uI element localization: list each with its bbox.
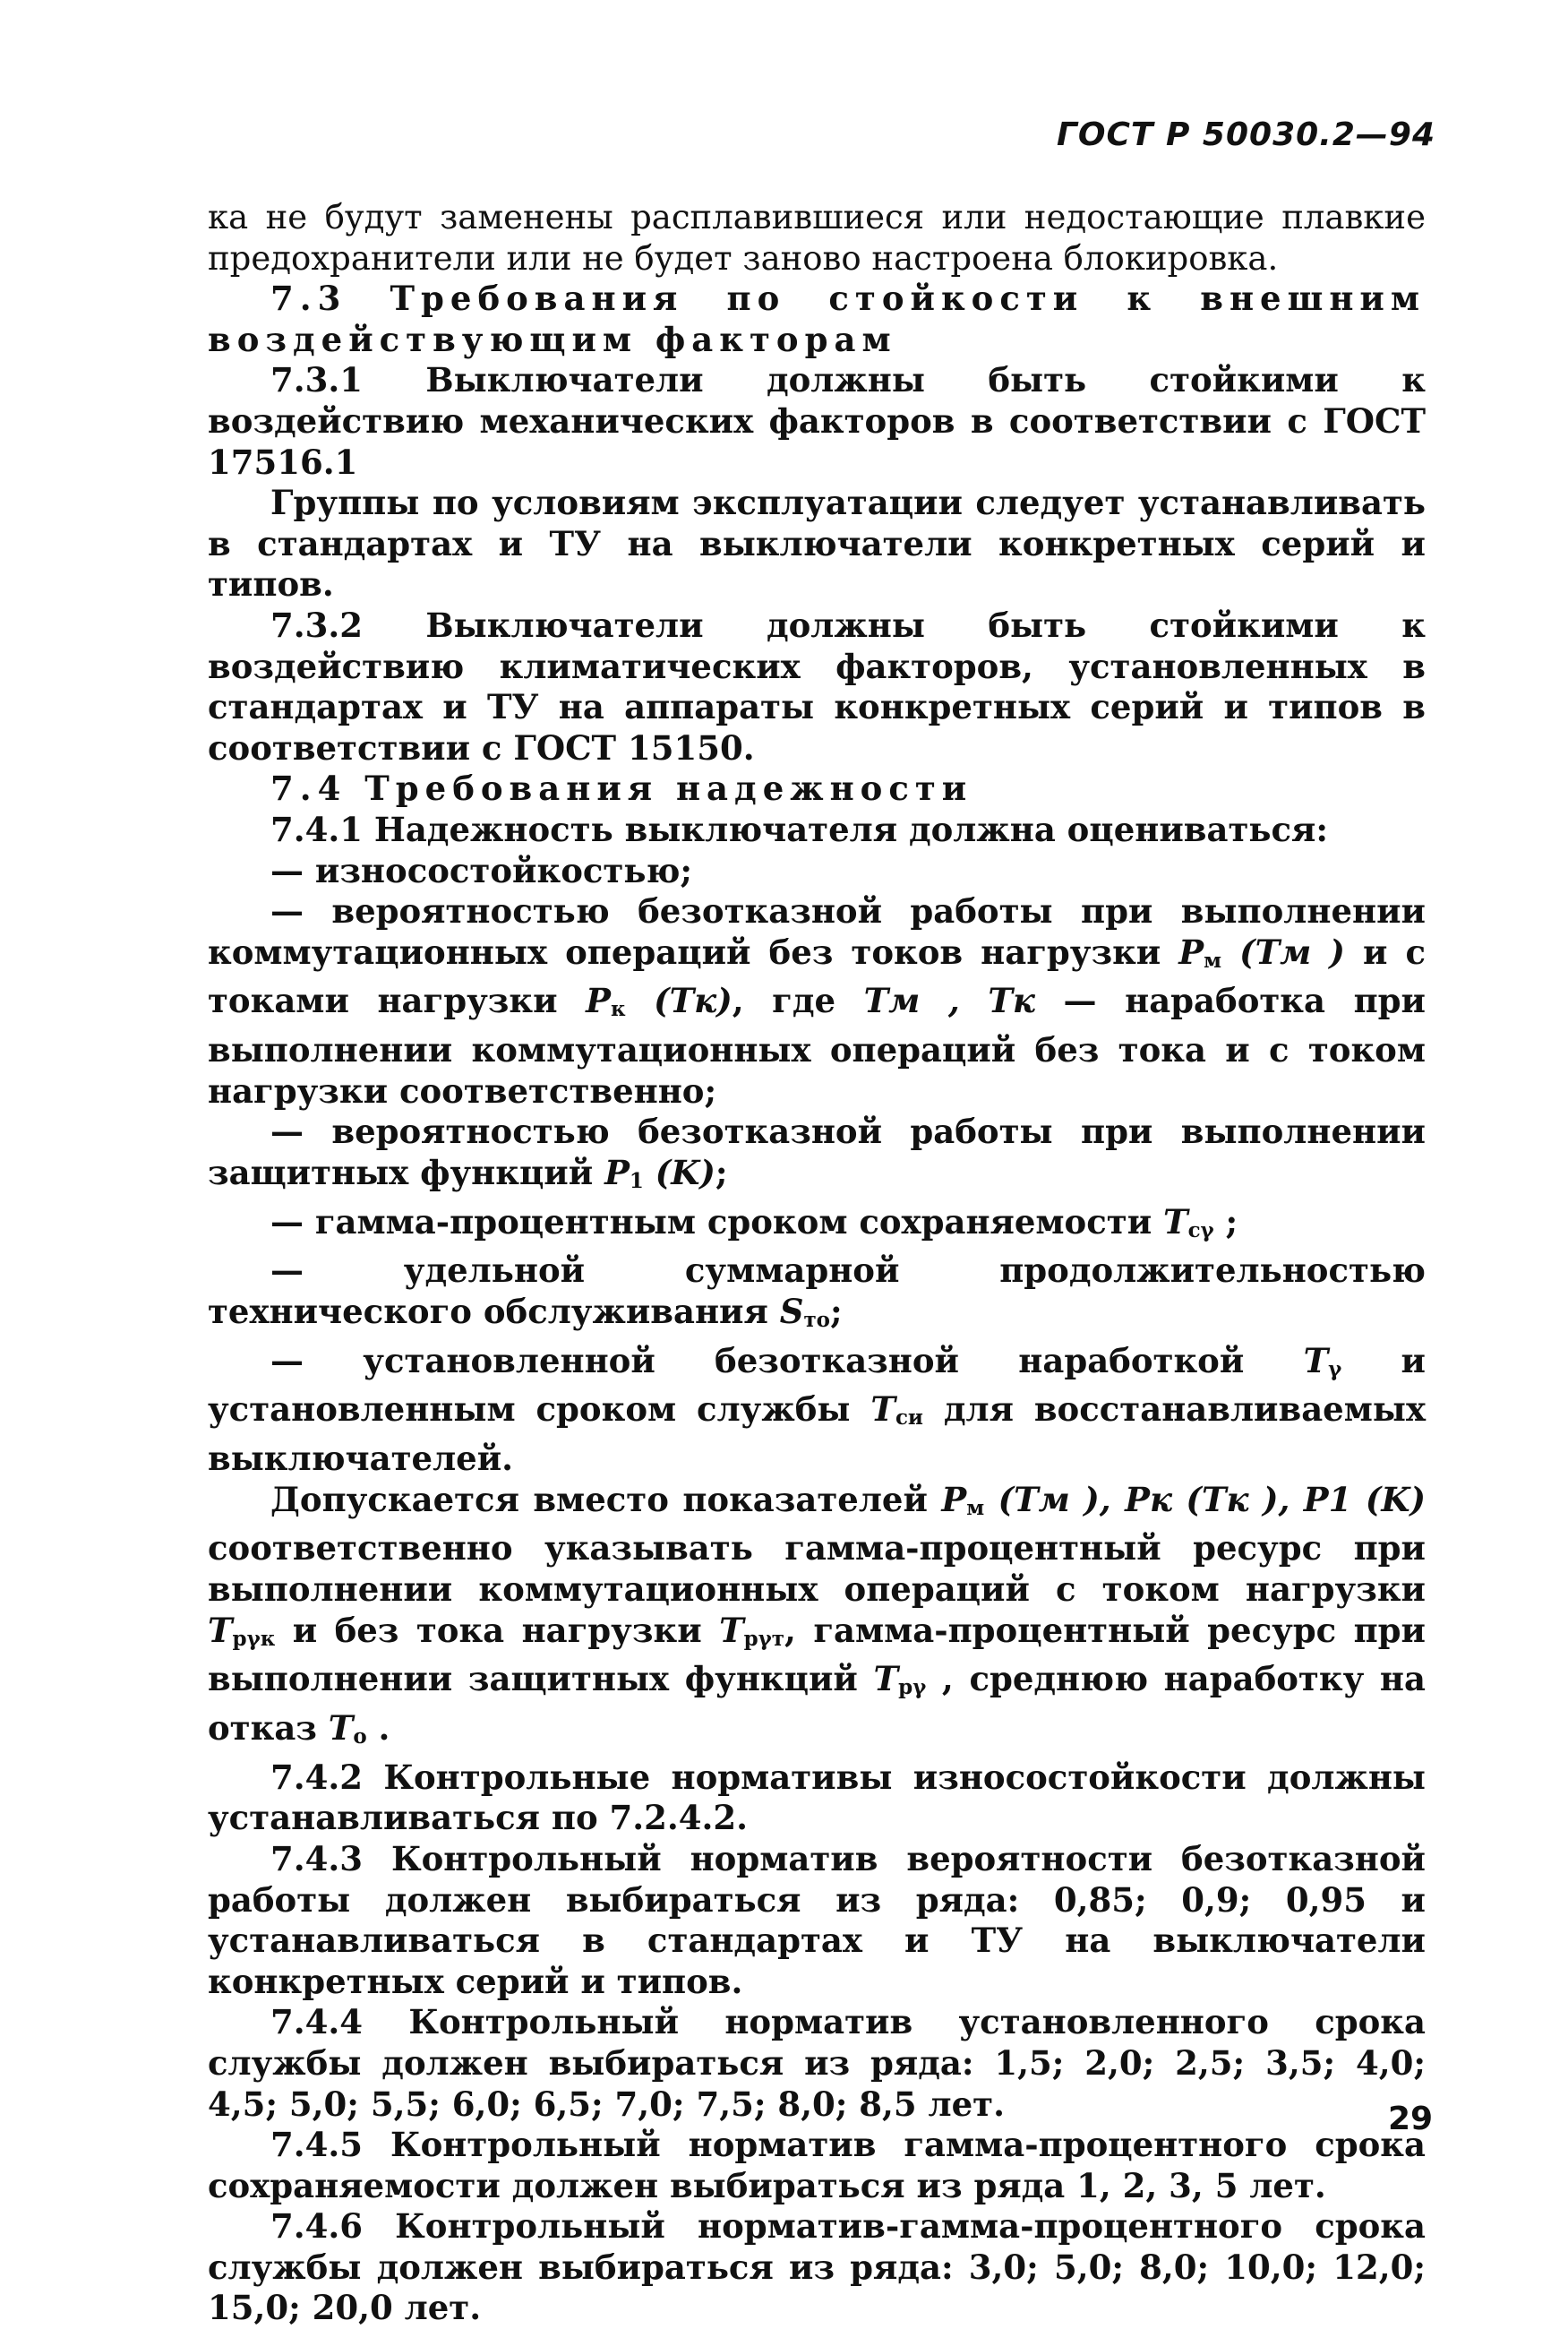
list-item-service-life: — установленной безотказной наработкой Tγ и установленным сроком службы Tси для восстанавливаемых выключателей. [208, 1340, 1426, 1479]
paragraph-7-4-2: 7.4.2 Контрольные нормативы износостойкости должны устанавливаться по 7.2.4.2. [208, 1757, 1426, 1838]
paragraph-7-4-3: 7.4.3 Контрольный норматив вероятности безотказной работы должен выбираться из ряда: 0,85; 0,9; 0,95 и устанавливаться в стандартах и ТУ на выключатели конкретных серий и типов. [208, 1838, 1426, 2001]
formula-tcy: Tсγ [1163, 1201, 1214, 1242]
formula-p1: P1 [604, 1152, 644, 1194]
paragraph-allowed-indicators: Допускается вместо показателей Pм (Tм ), Pк (Tк ), P1 (K) соответственно указывать гамма-процентный ресурс при выполнении коммутационных операций с током нагрузки Tрγк и без тока нагрузки Tрγт, гамма-процентный ресурс при выполнении защитных функций Tрγ , среднюю наработку на отказ Tо . [208, 1479, 1426, 1749]
formula-sto: Sто [779, 1291, 830, 1333]
formula-pm-2: Pм [941, 1479, 985, 1520]
document-code-header: ГОСТ Р 50030.2—94 [1056, 116, 1435, 153]
paragraph-7-4-1: 7.4.1 Надежность выключателя должна оцениваться: [270, 809, 1329, 849]
page-number: 29 [1388, 2101, 1434, 2137]
list-item-protection-reliability: — вероятностью безотказной работы при выполнении защитных функций P1 (K); [208, 1112, 1426, 1194]
formula-pm-tm: (Tм ) [1239, 932, 1345, 972]
list-item-wear-resistance: — износостойкостью; [270, 850, 693, 890]
section-heading-7-4: 7.4 Требования надежности [270, 769, 973, 809]
formula-tm-tk: Tм , Tк [863, 981, 1035, 1021]
formula-pk-tk: (Tк) [654, 981, 733, 1021]
paragraph-7-4-6: 7.4.6 Контрольный норматив-гамма-процентного срока службы должен выбираться из ряда: 3,0; 5,0; 8,0; 10,0; 12,0; 15,0; 20,0 лет. [208, 2206, 1426, 2328]
list-item-maintenance-duration: — удельной суммарной продолжительностью технического обслуживания Sто; [208, 1250, 1426, 1333]
formula-try: Tрγ [873, 1659, 927, 1700]
paragraph-continuation: ка не будут заменены расплавившиеся или недостающие плавкие предохранители или не будет заново настроена блокировка. [208, 198, 1426, 278]
formula-indicators-list: (Tм ), Pк (Tк ), P1 (K) [998, 1479, 1426, 1519]
paragraph-7-4-5: 7.4.5 Контрольный норматив гамма-процентного срока сохраняемости должен выбираться из ряда 1, 2, 3, 5 лет. [208, 2125, 1426, 2205]
formula-p1-k: (K) [655, 1152, 715, 1192]
formula-tryk: Tрγк [208, 1610, 276, 1651]
list-item-switching-reliability: — вероятностью безотказной работы при выполнении коммутационных операций без токов нагрузки Pм (Tм ) и с токами нагрузки Pк (Tк), где Tм , Tк — наработка при выполнении коммутационных операций без тока и с током нагрузки соответственно; [208, 891, 1426, 1111]
list-item-storage-period: — гамма-процентным сроком сохраняемости Tсγ ; [270, 1201, 1238, 1242]
formula-ty: Tγ [1303, 1340, 1342, 1381]
paragraph-7-4-4: 7.4.4 Контрольный норматив установленного срока службы должен выбираться из ряда: 1,5; 2,0; 2,5; 3,5; 4,0; 4,5; 5,0; 5,5; 6,0; 6,5; 7,0; 7,5; 8,0; 8,5 лет. [208, 2002, 1426, 2124]
formula-pk: Pк [586, 981, 626, 1022]
section-heading-7-3: 7.3 Требования по стойкости к внешним воздействующим факторам [208, 279, 1426, 359]
formula-tsi: Tси [870, 1389, 923, 1431]
paragraph-7-3-1: 7.3.1 Выключатели должны быть стойкими к воздействию механических факторов в соответствии с ГОСТ 17516.1 [208, 360, 1426, 482]
formula-to: Tо [328, 1708, 367, 1749]
formula-pm: Pм [1178, 932, 1222, 973]
paragraph-operating-groups: Группы по условиям эксплуатации следует устанавливать в стандартах и ТУ на выключатели конкретных серий и типов. [208, 483, 1426, 605]
document-body [208, 197, 1426, 2329]
formula-tryt: Tрγт [719, 1610, 785, 1651]
paragraph-7-3-2: 7.3.2 Выключатели должны быть стойкими к воздействию климатических факторов, установленных в стандартах и ТУ на аппараты конкретных серий и типов в соответствии с ГОСТ 15150. [208, 605, 1426, 768]
